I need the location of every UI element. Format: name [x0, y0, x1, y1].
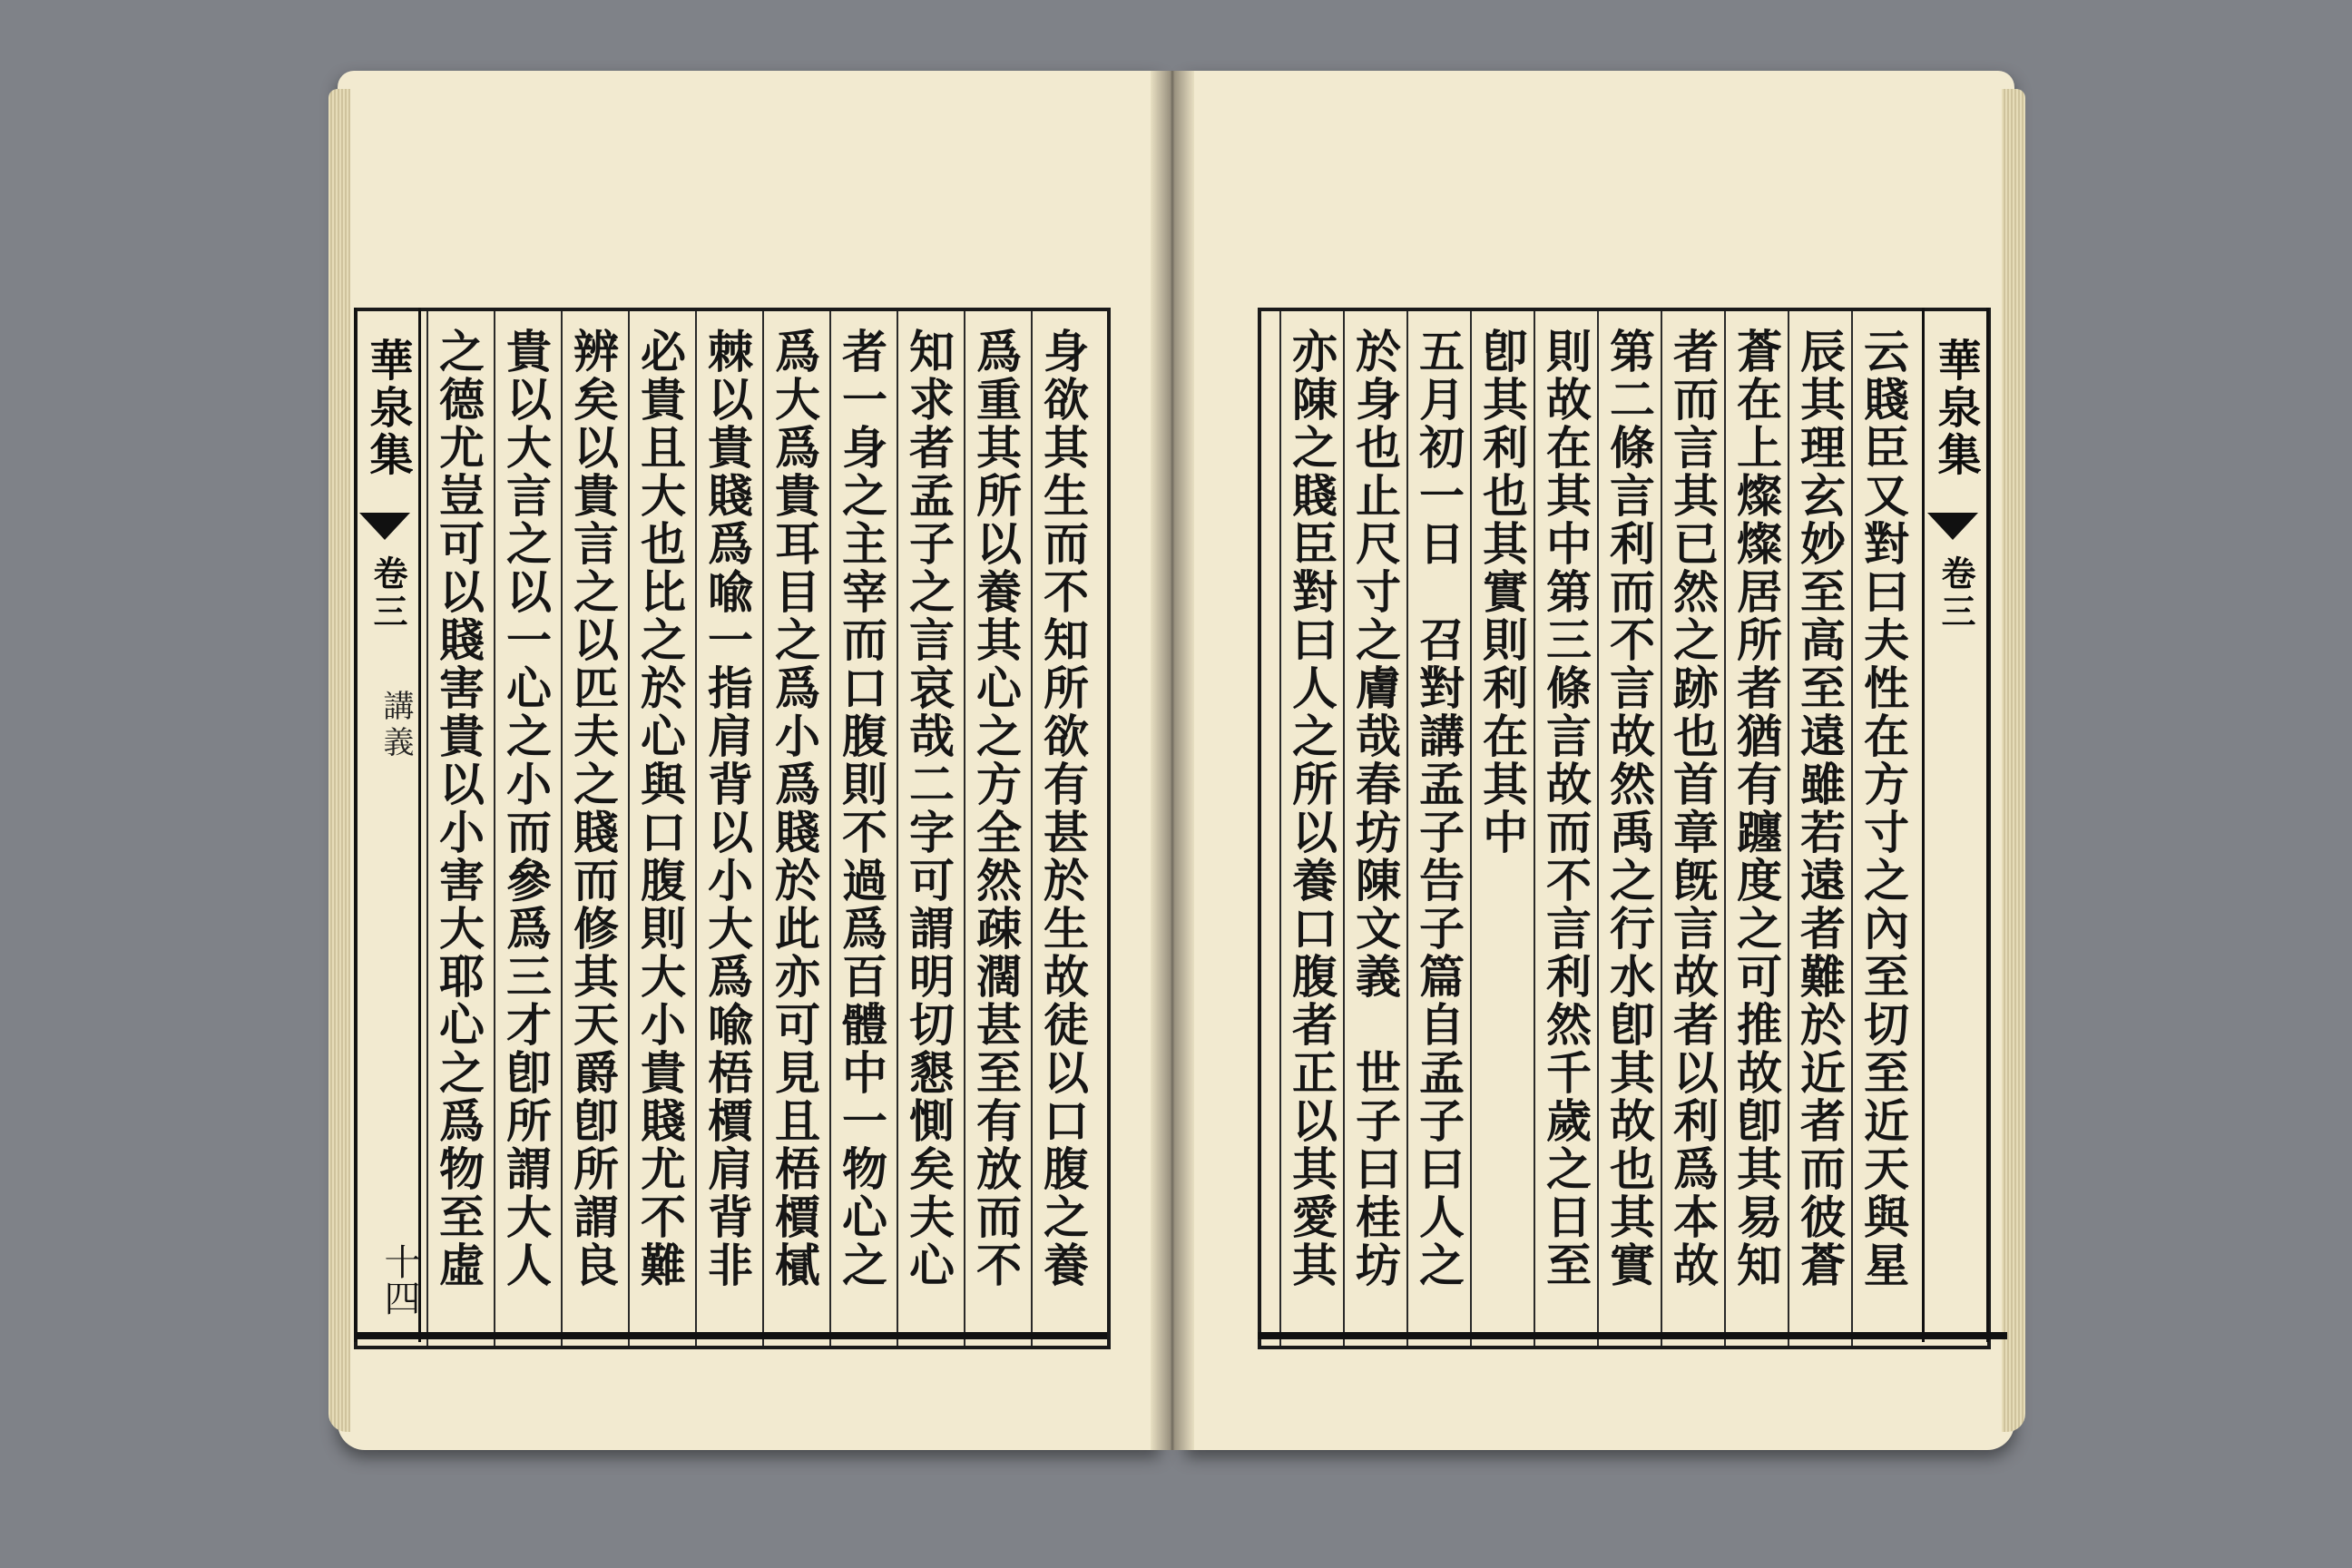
text-column: 第二條言利而不言故然禹之行水卽其故也其實	[1602, 328, 1656, 1289]
right-book-title: 華泉集	[1930, 338, 1981, 479]
right-text-frame	[1258, 308, 1991, 1349]
text-column: 辰其理玄妙至高至遠雖若遠者難於近者而彼蒼	[1793, 328, 1847, 1289]
column-rule	[762, 311, 764, 1346]
left-text-frame	[354, 308, 1111, 1349]
column-rule	[829, 311, 831, 1346]
column-rule	[561, 311, 563, 1346]
left-volume: 卷三	[368, 555, 408, 632]
text-column: 亦陳之賤臣對曰人之所以養口腹者正以其愛其	[1285, 328, 1338, 1289]
column-rule	[1851, 311, 1853, 1346]
text-column: 之德尤豈可以賤害貴以小害大耶心之爲物至虛	[432, 328, 485, 1289]
right-volume: 卷三	[1936, 555, 1976, 632]
column-rule	[1724, 311, 1726, 1346]
column-rule	[426, 311, 428, 1346]
text-column: 身欲其生而不知所欲有甚於生故徒以口腹之養	[1036, 328, 1090, 1289]
text-column: 者一身之主宰而口腹則不過爲百體中一物心之	[835, 328, 888, 1289]
text-column: 貴以大言之以一心之小而參爲三才卽所謂大人	[499, 328, 553, 1289]
text-column: 爲大爲貴耳目之爲小爲賤於此亦可見且梧檟樲	[768, 328, 821, 1289]
text-column: 云賤臣又對曰夫性在方寸之內至切至近天與星	[1857, 328, 1910, 1289]
column-rule	[628, 311, 630, 1346]
text-column: 必貴且大也比之於心與口腹則大小貴賤尤不難	[633, 328, 687, 1289]
column-rule	[1343, 311, 1345, 1346]
text-column: 蒼在上燦燦居所者猶有躔度之可推故卽其易知	[1730, 328, 1783, 1289]
left-bottom-rule	[354, 1332, 1107, 1339]
column-rule	[1031, 311, 1033, 1346]
left-book-title: 華泉集	[362, 338, 413, 479]
column-rule	[1597, 311, 1599, 1346]
column-rule	[695, 311, 697, 1346]
text-column: 棘以貴賤爲喩一指肩背以小大爲喩梧檟肩背非	[701, 328, 754, 1289]
left-fishtail	[359, 513, 410, 540]
column-rule	[494, 311, 495, 1346]
left-page-edges	[328, 89, 350, 1432]
column-rule	[1470, 311, 1472, 1346]
column-rule	[1788, 311, 1789, 1346]
right-bottom-rule	[1258, 1332, 2007, 1339]
text-column: 爲重其所以養其心之方全然疎濶甚至有放而不	[969, 328, 1023, 1289]
column-rule	[897, 311, 898, 1346]
column-rule	[1661, 311, 1662, 1346]
right-fishtail	[1927, 513, 1978, 540]
text-column: 者而言其已然之跡也首章旣言故者以利爲本故	[1666, 328, 1720, 1289]
left-page-number: 十四	[378, 1243, 420, 1316]
text-column: 則故在其中第三條言故而不言利然千歲之日至	[1539, 328, 1592, 1289]
right-page-edges	[2002, 89, 2025, 1432]
text-column: 於身也止尺寸之膚哉春坊陳文義 世子曰桂坊	[1348, 328, 1402, 1289]
column-rule	[964, 311, 965, 1346]
text-column: 知求者孟子之言哀哉二字可謂明切懇惻矣夫心	[902, 328, 956, 1289]
text-column: 卽其利也其實則利在其中	[1475, 328, 1529, 857]
text-column: 辨矣以貴言之以匹夫之賤而修其天爵卽所謂良	[566, 328, 620, 1289]
column-rule	[1534, 311, 1535, 1346]
book-gutter	[1151, 71, 1194, 1450]
column-rule	[1279, 311, 1281, 1346]
left-section-label: 講義	[377, 690, 414, 762]
text-column: 五月初一日 召對講孟子告子篇自孟子曰人之	[1412, 328, 1465, 1289]
column-rule	[1406, 311, 1408, 1346]
